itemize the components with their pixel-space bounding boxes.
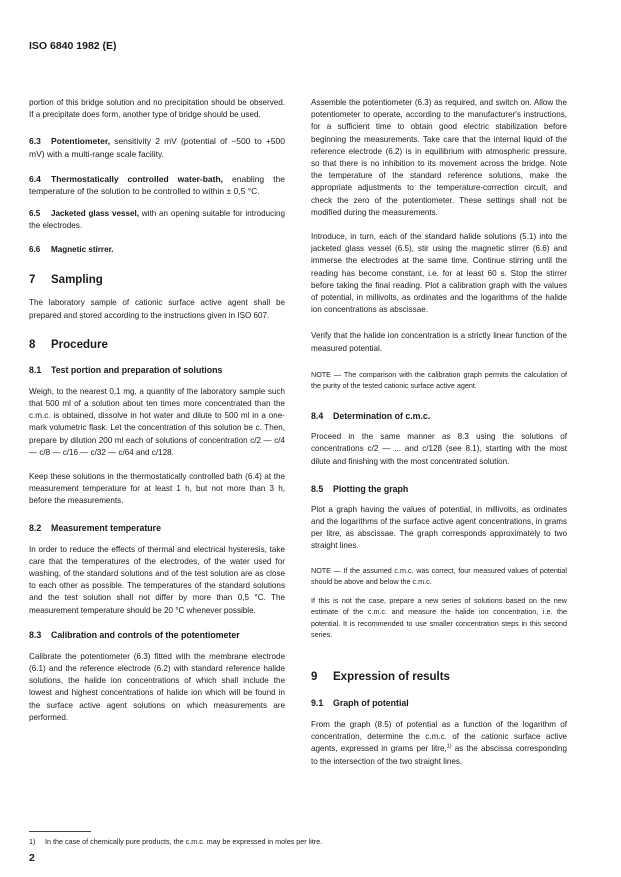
subsection-heading-8-3: 8.3 Calibration and controls of the potentiometer bbox=[29, 629, 240, 640]
subsection-heading-8-5: 8.5 Plotting the graph bbox=[311, 483, 409, 494]
paragraph-assemble: Assemble the potentiometer (6.3) as required, and switch on. Allow the potentiometer to operate, according to the manufacturer's instructions, for a sufficient time to obtain good electric stabilization before beginning the measurements. Take care that the internal liquid of the reference electrode (6.2) is in equilibrium with atmospheric pressure, so that there is no inhibition to its movement across the bridge. Note the temperature of the standard reference solutions, make the appropriate adjustments to the temperature-correction circuit, and check the zero of the potentiometer. These settings shall not be modified during the measurements. bbox=[311, 98, 567, 217]
clause-text: enabling the temperature of the solution to be controlled to within ± 0,5 °C. bbox=[29, 173, 285, 197]
paragraph-8-1-a: Weigh, to the nearest 0,1 mg, a quantity of the laboratory sample such that 500 ml of a solution about ten times more concentrated than the c.m.c. is obtained, dissolve in hot water and dilute to 500 ml in a one-mark volumetric flask. Let the concentration of this solution be c. Then, prepare by dilution 200 ml each of solutions of concentration c/2 — c/4 — c/8 — c/16 — c/32 — c/64 and c/128. bbox=[29, 386, 285, 457]
footnote: 1) In the case of chemically pure products, the c.m.c. may be expressed in moles per litre. bbox=[29, 837, 323, 846]
note-cmc: NOTE — If the assumed c.m.c. was correct, four measured values of potential should be above and below the c.m.c. bbox=[311, 565, 567, 586]
footnote-reference: 1) bbox=[446, 743, 452, 750]
clause-title: Thermostatically controlled water-bath, bbox=[51, 173, 223, 184]
subsection-heading-8-4: 8.4 Determination of c.m.c. bbox=[311, 411, 431, 422]
clause-title: Jacketed glass vessel, bbox=[51, 208, 139, 218]
clause-title: Magnetic stirrer. bbox=[51, 245, 114, 255]
subsection-heading-9-1: 9.1 Graph of potential bbox=[311, 697, 409, 708]
clause-number: 6.6 bbox=[29, 245, 41, 255]
sampling-paragraph: The laboratory sample of cationic surface active agent shall be prepared and stored according to the instructions given in ISO 607. bbox=[29, 298, 285, 320]
clause-6-4 bbox=[29, 173, 285, 198]
section-heading-sampling: 7 Sampling bbox=[29, 274, 103, 287]
document-header: ISO 6840 1982 (E) bbox=[29, 40, 117, 52]
subsection-heading-8-1: 8.1 Test portion and preparation of solutions bbox=[29, 364, 223, 375]
paragraph-8-4: Proceed in the same manner as 8.3 using the solutions of concentrations c/2 — ... and c/128 (see 8.1), starting with the most dilute and finishing with the most concentrated solution. bbox=[311, 432, 567, 466]
paragraph-8-1-b: Keep these solutions in the thermostatically controlled bath (6.4) at the measurement temperature for at least 1 h, but not more than 3 h, before the measurements. bbox=[29, 472, 285, 506]
intro-paragraph: portion of this bridge solution and no precipitation should be observed. If a precipitate does form, another type of bridge should be used. bbox=[29, 98, 285, 120]
note-calibration: NOTE — The comparison with the calibration graph permits the calculation of the purity of the tested cationic surface active agent. bbox=[311, 369, 567, 391]
clause-number: 6.5 bbox=[29, 208, 41, 218]
paragraph-verify: Verify that the halide ion concentration is a strictly linear function of the measured potential. bbox=[311, 331, 567, 353]
section-heading-procedure: 8 Procedure bbox=[29, 338, 108, 351]
clause-number: 6.4 bbox=[29, 173, 41, 184]
paragraph-8-5: Plot a graph having the values of potential, in millivolts, as ordinates and the logarithms of the surface active agent concentrations, in grams per litre, as abscissae. The graph corresponds approximately to two straight lines. bbox=[311, 504, 567, 551]
paragraph-8-3: Calibrate the potentiometer (6.3) fitted with the membrane electrode (6.1) and the reference electrode (6.2) with standard reference halide solutions, the halide ion concentrations of which shall include the lowest and highest concentrations of halide ion which will be found in the surface active agent solutions on which measurements are performed. bbox=[29, 651, 285, 722]
right-column bbox=[311, 97, 567, 768]
paragraph-8-2: In order to reduce the effects of thermal and electrical hysteresis, take care that the temperatures of the electrodes, of the water used for washing, of the standard solutions and of the test solution are as close to each other as possible. The temperatures of the standard solutions and the test solution shall not differ by more than 0,5 °C. The measurement temperature should be 20 °C whenever possible. bbox=[29, 544, 285, 615]
clause-6-6 bbox=[29, 244, 285, 256]
clause-6-5 bbox=[29, 208, 285, 232]
section-heading-expression-of-results: 9 Expression of results bbox=[311, 670, 450, 683]
paragraph-9-1: From the graph (8.5) of potential as a function of the logarithm of concentration, determine the c.m.c. of the cationic surface active agents, expressed in grams per litre,$^{1)}$ as the abscissa corresponding to the intersection of the two straight lines. bbox=[311, 719, 567, 766]
clause-text: sensitivity 2 mV (potential of −500 to +500 mV) with a multi-range scale facility. bbox=[29, 136, 285, 159]
paragraph-introduce: Introduce, in turn, each of the standard halide solutions (5.1) into the jacketed glass vessel (6.5), stir using the magnetic stirrer (6.6) and immerse the electrodes at the same time. Continue stirring until the reading has become constant, i.e. for at least 60 s. Stop the stirrer before taking the final reading. Plot a calibration graph with the values of potential, in millivolts, as ordinates and the logarithms of the halide ion concentrations as abscissae. bbox=[311, 232, 567, 315]
left-column bbox=[29, 97, 285, 724]
clause-title: Potentiometer, bbox=[51, 136, 111, 147]
clause-6-3 bbox=[29, 135, 285, 160]
page-number: 2 bbox=[29, 852, 35, 864]
note-new-series: If this is not the case, prepare a new series of solutions based on the new estimate of the c.m.c. and measure the halide ion concentration, i.e. the potential. It is recommended to use smaller concentration steps in this second series. bbox=[311, 596, 567, 639]
clause-text: with an opening suitable for introducing the electrodes. bbox=[29, 208, 285, 230]
footnote-divider bbox=[29, 831, 91, 832]
clause-number: 6.3 bbox=[29, 136, 41, 147]
subsection-heading-8-2: 8.2 Measurement temperature bbox=[29, 522, 161, 533]
